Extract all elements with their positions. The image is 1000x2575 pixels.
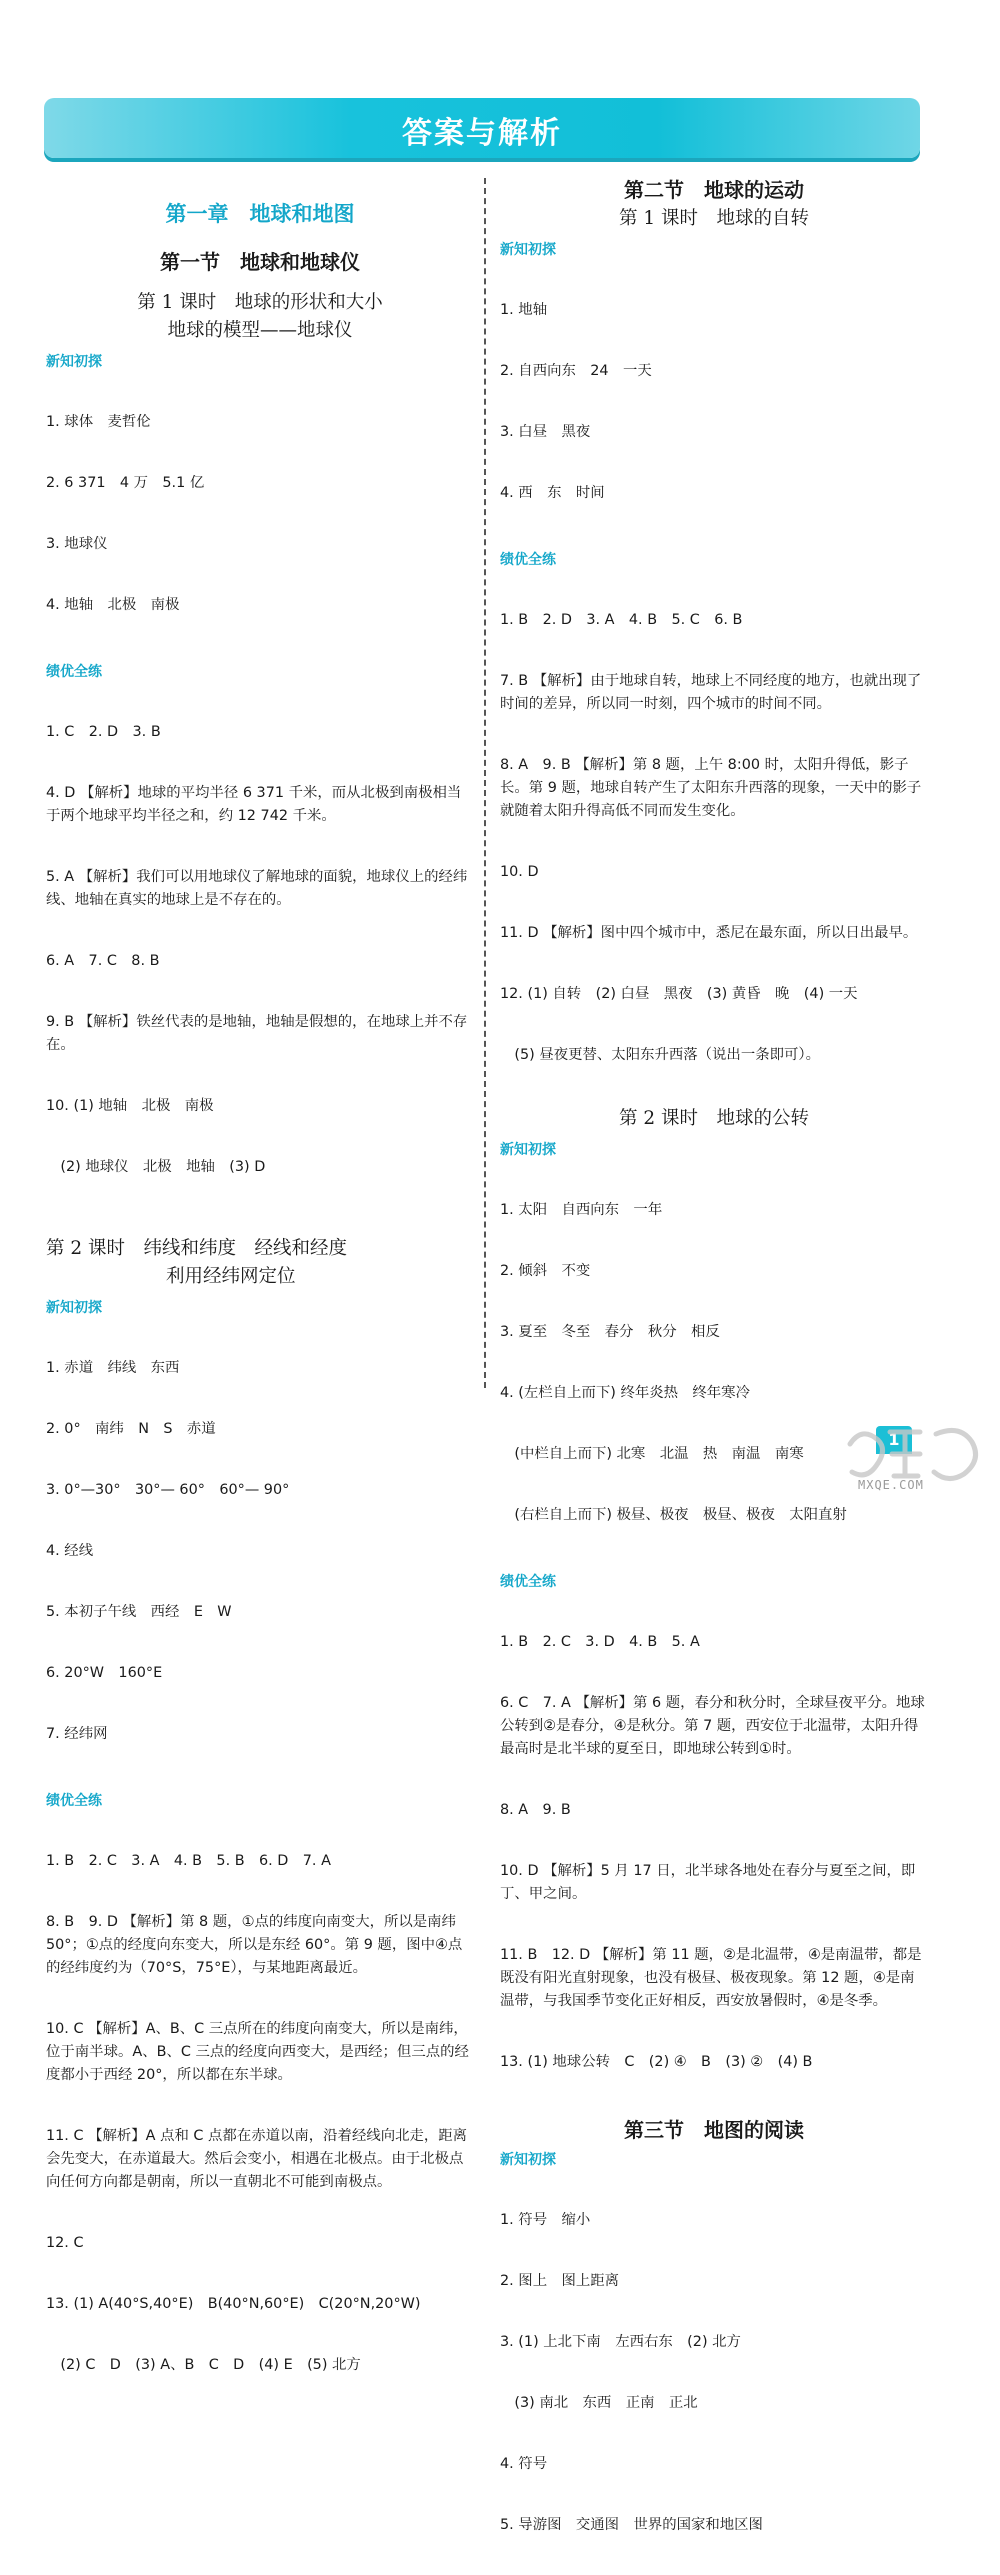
chapter-title: 第一章 地球和地图 <box>165 202 355 226</box>
section-title: 第三节 地图的阅读 <box>624 2118 804 2142</box>
answer-item: 2. 0° 南纬 N S 赤道 <box>46 1421 216 1437</box>
answer-list <box>500 571 928 1105</box>
answer-item: 9. B 【解析】铁丝代表的是地轴，地轴是假想的，在地球上并不存在。 <box>46 1014 468 1053</box>
answer-item: 3. 夏至 冬至 春分 秋分 相反 <box>500 1324 720 1340</box>
subsection-label: 绩优全练 <box>46 664 102 680</box>
title-banner <box>44 98 920 158</box>
answer-item: (5) 昼夜更替、太阳东升西落（说出一条即可）。 <box>500 1047 820 1063</box>
answer-item: 5. A 【解析】我们可以用地球仪了解地球的面貌，地球仪上的经纬线、地轴在真实的地球上是不存在的。 <box>46 869 468 908</box>
answer-item: (3) 南北 东西 正南 正北 <box>500 2395 698 2411</box>
lesson-title: 第 1 课时 地球的自转 <box>618 208 810 229</box>
answer-item: 3. 白昼 黑夜 <box>500 424 591 440</box>
column-divider <box>484 178 486 1388</box>
lesson-title: 第 1 课时 地球的形状和大小 <box>137 292 383 313</box>
answer-item: 4. 符号 <box>500 2456 548 2472</box>
answer-item: (右栏自上而下) 极昼、极夜 极昼、极夜 太阳直射 <box>500 1507 847 1523</box>
lesson-subtitle: 利用经纬网定位 <box>166 1266 296 1287</box>
section-title: 第一节 地球和地球仪 <box>160 250 360 274</box>
subsection-label: 新知初探 <box>46 1300 102 1316</box>
answer-item: 1. 球体 麦哲伦 <box>46 414 151 430</box>
lesson-title: 第 2 课时 地球的公转 <box>618 1108 810 1129</box>
subsection-label: 新知初探 <box>500 242 556 258</box>
answer-item: 1. 符号 缩小 <box>500 2212 591 2228</box>
answer-item: 3. 0°—30° 30°— 60° 60°— 90° <box>46 1482 290 1498</box>
answer-item: (2) 地球仪 北极 地轴 (3) D <box>46 1159 266 1175</box>
answer-list <box>500 1161 928 1565</box>
answer-item: 4. 经线 <box>46 1543 94 1559</box>
answer-item: 1. 赤道 纬线 东西 <box>46 1360 180 1376</box>
page-title: 答案与解析 <box>402 116 562 151</box>
subsection-label: 绩优全练 <box>46 1793 102 1809</box>
answer-list <box>46 373 474 655</box>
answer-list <box>46 683 474 1217</box>
answer-item: 8. A 9. B 【解析】第 8 题，上午 8:00 时，太阳升得低，影子长。第 9 题，地球自转产生了太阳东升西落的现象，一天中的影子就随着太阳升得高低不同而发生变化。 <box>500 757 922 819</box>
answer-item: 13. (1) 地球公转 C (2) ④ B (3) ② (4) B <box>500 2054 813 2070</box>
subsection-label: 新知初探 <box>500 2152 556 2168</box>
answer-item: 11. C 【解析】A 点和 C 点都在赤道以南，沿着经线向北走，距离会先变大，在赤道最大。然后会变小，相遇在北极点。由于北极点向任何方向都是朝南，所以一直朝北不可能到南极点。 <box>46 2128 468 2190</box>
answer-item: 1. C 2. D 3. B <box>46 724 161 740</box>
answer-item: 10. D <box>500 864 539 880</box>
page-number: 1 <box>876 1426 912 1454</box>
answer-item: 5. 导游图 交通图 世界的国家和地区图 <box>500 2517 763 2533</box>
answer-item: 2. 自西向东 24 一天 <box>500 363 652 379</box>
lesson-subtitle: 地球的模型——地球仪 <box>167 320 353 341</box>
subsection-label: 新知初探 <box>500 1142 556 1158</box>
answer-item: 1. 太阳 自西向东 一年 <box>500 1202 663 1218</box>
answer-item: 8. B 9. D 【解析】第 8 题，①点的纬度向南变大，所以是南纬 50°；①点的经度向东变大，所以是东经 60°。第 9 题，图中④点的经纬度约为（70°S，75°E），与某地距离最近。 <box>46 1914 463 1976</box>
answer-list <box>46 1319 474 1784</box>
watermark-text: MXQE.COM <box>858 1478 924 1492</box>
answer-item: 1. B 2. C 3. D 4. B 5. A <box>500 1634 700 1650</box>
answer-item: (2) C D (3) A、B C D (4) E (5) 北方 <box>46 2357 361 2373</box>
answer-item: 4. 地轴 北极 南极 <box>46 597 180 613</box>
answer-item: 5. 本初子午线 西经 E W <box>46 1604 232 1620</box>
answer-list <box>500 1593 928 2112</box>
answer-item: 11. D 【解析】图中四个城市中，悉尼在最东面，所以日出最早。 <box>500 925 918 941</box>
answer-item: 11. B 12. D 【解析】第 11 题，②是北温带，④是南温带，都是既没有阳光直射现象，也没有极昼、极夜现象。第 12 题，④是南温带，与我国季节变化正好相反，西安放暑假时，④是冬季。 <box>500 1947 922 2009</box>
subsection-label: 新知初探 <box>46 354 102 370</box>
answer-item: 6. A 7. C 8. B <box>46 953 160 969</box>
left-column <box>46 172 474 2415</box>
answer-item: 8. A 9. B <box>500 1802 571 1818</box>
answer-item: 10. C 【解析】A、B、C 三点所在的纬度向南变大，所以是南纬，位于南半球。A、B、C 三点的经度向西变大，是西经；但三点的经度都小于西经 20°，所以都在东半球。 <box>46 2021 469 2083</box>
answer-item: (中栏自上而下) 北寒 北温 热 南温 南寒 <box>500 1446 804 1462</box>
answer-item: 2. 倾斜 不变 <box>500 1263 591 1279</box>
answer-item: 4. 西 东 时间 <box>500 485 605 501</box>
answer-item: 2. 6 371 4 万 5.1 亿 <box>46 475 205 491</box>
answer-item: 12. C <box>46 2235 84 2251</box>
subsection-label: 绩优全练 <box>500 552 556 568</box>
answer-item: 10. D 【解析】5 月 17 日，北半球各地处在春分与夏至之间，即丁、甲之间。 <box>500 1863 916 1902</box>
subsection-label: 绩优全练 <box>500 1574 556 1590</box>
answer-item: 7. 经纬网 <box>46 1726 108 1742</box>
right-column <box>500 172 928 2575</box>
answer-item: 13. (1) A(40°S,40°E) B(40°N,60°E) C(20°N,20°W) <box>46 2296 421 2312</box>
answer-item: 7. B 【解析】由于地球自转，地球上不同经度的地方，也就出现了时间的差异，所以同一时刻，四个城市的时间不同。 <box>500 673 922 712</box>
answer-item: 1. 地轴 <box>500 302 548 318</box>
answer-item: 6. 20°W 160°E <box>46 1665 163 1681</box>
answer-item: 10. (1) 地轴 北极 南极 <box>46 1098 214 1114</box>
answer-item: 4. (左栏自上而下) 终年炎热 终年寒冷 <box>500 1385 750 1401</box>
section-title: 第二节 地球的运动 <box>624 178 804 202</box>
answer-item: 6. C 7. A 【解析】第 6 题，春分和秋分时，全球昼夜平分。地球公转到②是春分，④是秋分。第 7 题，西安位于北温带，太阳升得最高时是北半球的夏至日，即地球公转到①时。 <box>500 1695 925 1757</box>
answer-item: 2. 图上 图上距离 <box>500 2273 620 2289</box>
answer-list <box>500 2171 928 2575</box>
answer-item: 1. B 2. D 3. A 4. B 5. C 6. B <box>500 612 743 628</box>
answer-list <box>46 1812 474 2415</box>
answer-item: 12. (1) 自转 (2) 白昼 黑夜 (3) 黄昏 晚 (4) 一天 <box>500 986 858 1002</box>
lesson-title: 第 2 课时 纬线和纬度 经线和经度 <box>46 1238 348 1259</box>
answer-item: 3. 地球仪 <box>46 536 108 552</box>
answer-item: 4. D 【解析】地球的平均半径 6 371 千米，而从北极到南极相当于两个地球平均半径之和，约 12 742 千米。 <box>46 785 462 824</box>
answer-item: 3. (1) 上北下南 左西右东 (2) 北方 <box>500 2334 741 2350</box>
answer-item: 1. B 2. C 3. A 4. B 5. B 6. D 7. A <box>46 1853 331 1869</box>
answer-list <box>500 261 928 543</box>
